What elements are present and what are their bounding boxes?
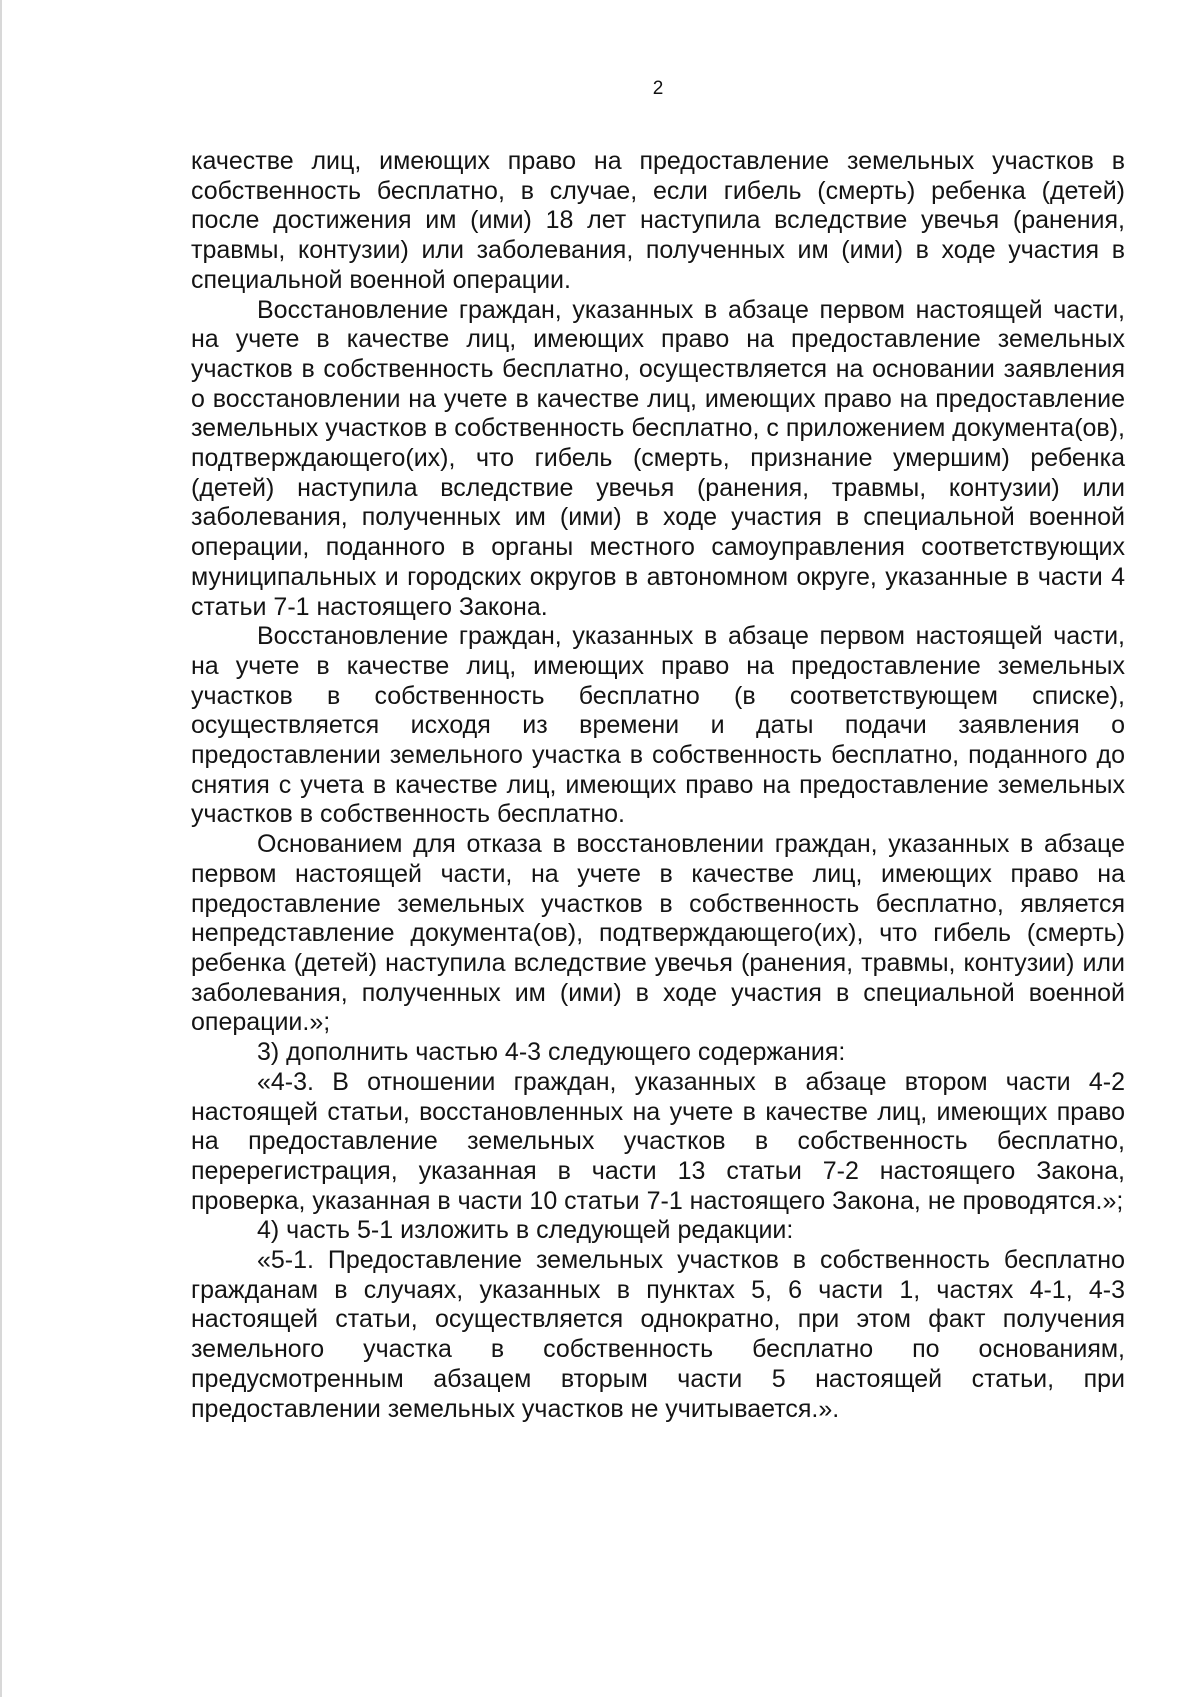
page-number: 2 [652, 78, 664, 99]
paragraph-restoration-basis: Восстановление граждан, указанных в абзаце первом настоящей части, на учете в качестве лиц, имеющих право на предоставление земельных участков в собственность бесплатно, осуществляется на основании заявления о восстановлении на учете в качестве лиц, имеющих право на предоставление земельных участков в собственность бесплатно, с приложением документа(ов), подтверждающего(их), что гибель (смерть, признание умершим) ребенка (детей) наступила вследствие увечья (ранения, травмы, контузии) или заболевания, полученных им (ими) в ходе участия в специальной военной операции, поданного в органы местного самоуправления соответствующих муниципальных и городских округов в автономном округе, указанные в части 4 статьи 7-1 настоящего Закона. [191, 295, 1125, 621]
page-edge [0, 0, 2, 1697]
document-body [191, 147, 1125, 1424]
paragraph-refusal-grounds: Основанием для отказа в восстановлении граждан, указанных в абзаце первом настоящей части, на учете в качестве лиц, имеющих право на предоставление земельных участков в собственность бесплатно, является непредставление документа(ов), подтверждающего(их), что гибель (смерть) ребенка (детей) наступила вследствие увечья (ранения, травмы, контузии) или заболевания, полученных им (ими) в ходе участия в специальной военной операции.»; [191, 830, 1125, 1037]
paragraph-part-4-3: «4-3. В отношении граждан, указанных в абзаце втором части 4-2 настоящей статьи, восстановленных на учете в качестве лиц, имеющих право на предоставление земельных участков в собственность бесплатно, перерегистрация, указанная в части 13 статьи 7-2 настоящего Закона, проверка, указанная в части 10 статьи 7-1 настоящего Закона, не проводятся.»; [191, 1067, 1125, 1215]
paragraph-continuation: качестве лиц, имеющих право на предоставление земельных участков в собственность бесплатно, в случае, если гибель (смерть) ребенка (детей) после достижения им (ими) 18 лет наступила вследствие увечья (ранения, травмы, контузии) или заболевания, полученных им (ими) в ходе участия в специальной военной операции. [191, 147, 1125, 294]
paragraph-item-4: 4) часть 5-1 изложить в следующей редакции: [257, 1216, 794, 1245]
paragraph-item-3: 3) дополнить частью 4-3 следующего содержания: [257, 1038, 846, 1067]
paragraph-restoration-order: Восстановление граждан, указанных в абзаце первом настоящей части, на учете в качестве лиц, имеющих право на предоставление земельных участков в собственность бесплатно (в соответствующем списке), осуществляется исходя из времени и даты подачи заявления о предоставлении земельного участка в собственность бесплатно, поданного до снятия с учета в качестве лиц, имеющих право на предоставление земельных участков в собственность бесплатно. [191, 622, 1125, 829]
paragraph-part-5-1: «5-1. Предоставление земельных участков в собственность бесплатно гражданам в случаях, указанных в пунктах 5, 6 части 1, частях 4-1, 4-3 настоящей статьи, осуществляется однократно, при этом факт получения земельного участка в собственность бесплатно по основаниям, предусмотренным абзацем вторым части 5 настоящей статьи, при предоставлении земельных участков не учитывается.». [191, 1246, 1125, 1423]
